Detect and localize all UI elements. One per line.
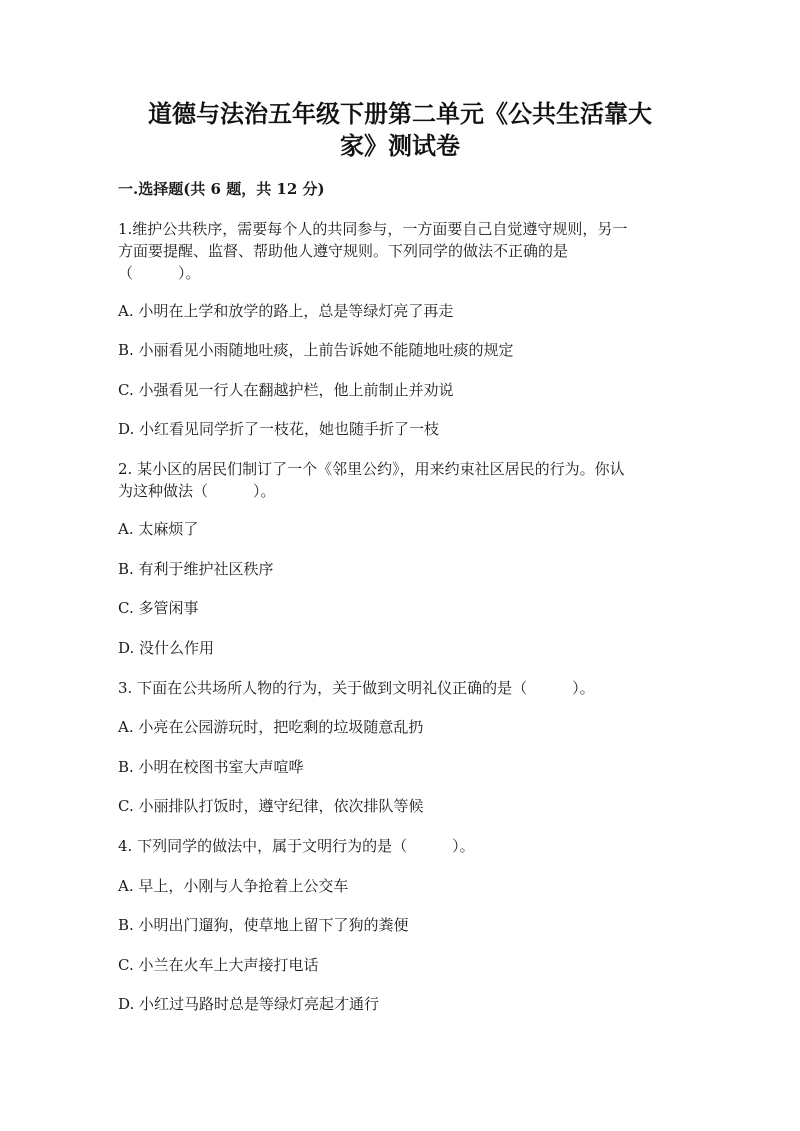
question-1-line-1: 1.维护公共秩序，需要每个人的共同参与，一方面要自己自觉遵守规则，另一 bbox=[118, 220, 628, 238]
question-2-option-d: D. 没什么作用 bbox=[118, 639, 215, 657]
question-4-option-b: B. 小明出门遛狗，使草地上留下了狗的粪便 bbox=[118, 916, 409, 934]
question-4-option-a: A. 早上，小刚与人争抢着上公交车 bbox=[118, 877, 349, 895]
question-1-option-a: A. 小明在上学和放学的路上，总是等绿灯亮了再走 bbox=[118, 302, 454, 320]
section-heading: 一.选择题(共 6 题，共 12 分) bbox=[118, 180, 325, 198]
page-title-line-2: 家》测试卷 bbox=[340, 131, 460, 160]
question-3-line-1: 3. 下面在公共场所人物的行为，关于做到文明礼仪正确的是（ ）。 bbox=[118, 679, 595, 697]
question-2-line-2: 为这种做法（ ）。 bbox=[118, 482, 276, 500]
question-2-option-b: B. 有利于维护社区秩序 bbox=[118, 560, 274, 578]
question-4-line-1: 4. 下列同学的做法中，属于文明行为的是（ ）。 bbox=[118, 837, 475, 855]
page-title-line-1: 道德与法治五年级下册第二单元《公共生活靠大 bbox=[148, 99, 652, 128]
question-3-option-c: C. 小丽排队打饭时，遵守纪律，依次排队等候 bbox=[118, 797, 424, 815]
question-2-line-1: 2. 某小区的居民们制订了一个《邻里公约》，用来约束社区居民的行为。你认 bbox=[118, 460, 625, 478]
question-1-line-2: 方面要提醒、监督、帮助他人遵守规则。下列同学的做法不正确的是 bbox=[118, 242, 569, 260]
question-1-line-3: （ ）。 bbox=[118, 264, 201, 282]
question-1-option-b: B. 小丽看见小雨随地吐痰，上前告诉她不能随地吐痰的规定 bbox=[118, 341, 514, 359]
question-2-option-c: C. 多管闲事 bbox=[118, 599, 199, 617]
question-4-option-c: C. 小兰在火车上大声接打电话 bbox=[118, 956, 319, 974]
question-1-option-d: D. 小红看见同学折了一枝花，她也随手折了一枝 bbox=[118, 420, 440, 438]
question-2-option-a: A. 太麻烦了 bbox=[118, 520, 199, 538]
question-1-option-c: C. 小强看见一行人在翻越护栏，他上前制止并劝说 bbox=[118, 381, 454, 399]
question-4-option-d: D. 小红过马路时总是等绿灯亮起才通行 bbox=[118, 995, 380, 1013]
question-3-option-a: A. 小亮在公园游玩时，把吃剩的垃圾随意乱扔 bbox=[118, 718, 424, 736]
question-3-option-b: B. 小明在校图书室大声喧哗 bbox=[118, 758, 304, 776]
